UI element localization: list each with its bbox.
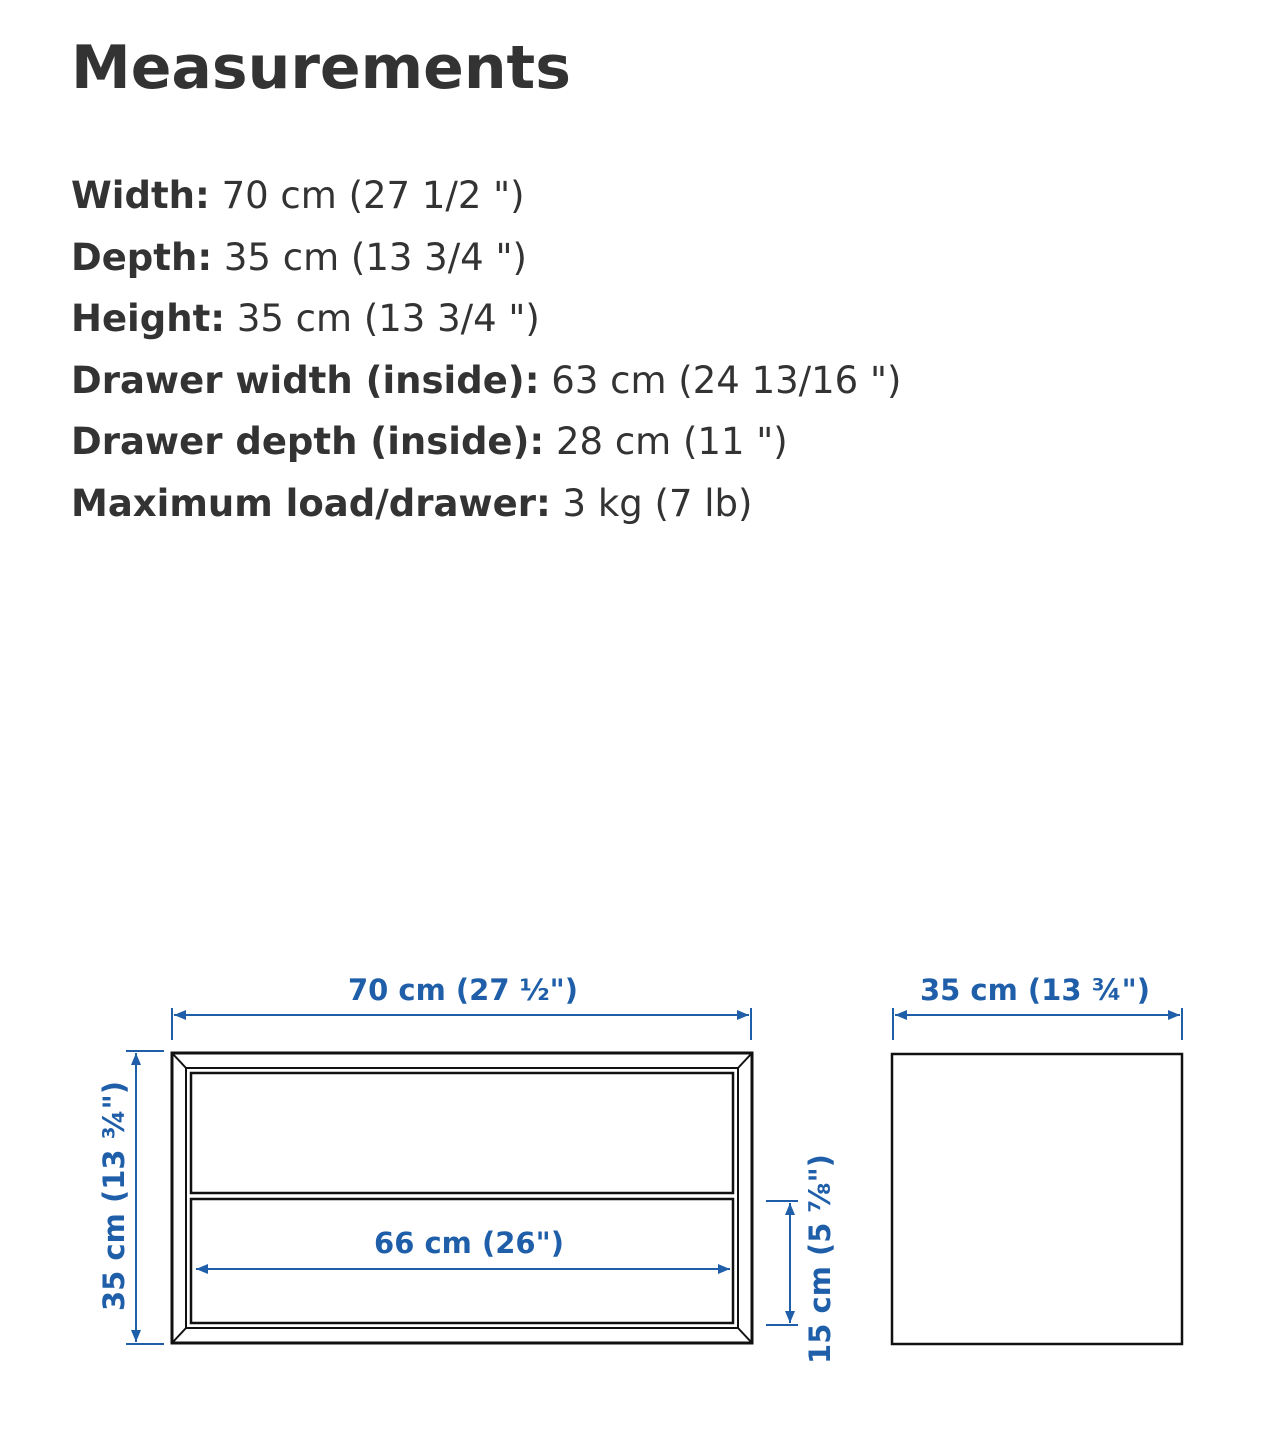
measurement-list <box>71 165 901 534</box>
front-height-dimension <box>97 1051 164 1344</box>
spec-label: Width: <box>71 174 210 217</box>
drawer-width-label: 66 cm (26") <box>374 1226 564 1260</box>
frame-bevel-line <box>172 1328 186 1343</box>
drawer-height-dimension <box>766 1154 837 1364</box>
page-title: Measurements <box>71 33 571 103</box>
spec-drawer-width <box>71 350 901 412</box>
drawer-top <box>191 1073 733 1193</box>
spec-value: 28 cm (11 ") <box>556 420 788 463</box>
arrow-down <box>785 1311 795 1323</box>
spec-label: Height: <box>71 297 226 340</box>
spec-label: Drawer width (inside): <box>71 358 540 402</box>
front-view <box>172 1053 752 1343</box>
spec-drawer-depth <box>71 411 901 473</box>
arrow-left <box>174 1010 186 1020</box>
spec-depth <box>71 227 901 289</box>
arrow-left <box>895 1010 907 1020</box>
spec-label: Drawer depth (inside): <box>71 420 545 463</box>
arrow-right <box>737 1010 749 1020</box>
arrow-left <box>196 1264 208 1274</box>
drawer-bottom <box>191 1199 733 1323</box>
spec-value: 70 cm (27 1/2 ") <box>221 174 525 217</box>
spec-max-load <box>71 473 901 535</box>
arrow-down <box>131 1330 141 1342</box>
frame-bevel-line <box>738 1328 752 1343</box>
side-depth-label: 35 cm (13 ¾") <box>919 973 1151 1007</box>
dimension-diagram <box>0 940 1287 1400</box>
spec-value: 63 cm (24 13/16 ") <box>551 358 902 402</box>
side-view <box>892 1054 1182 1344</box>
front-width-label: 70 cm (27 ½") <box>347 973 579 1007</box>
spec-value: 35 cm (13 3/4 ") <box>223 235 527 279</box>
spec-value: 35 cm (13 3/4 ") <box>236 297 540 340</box>
drawer-height-label: 15 cm (5 ⅞") <box>803 1154 837 1364</box>
arrow-right <box>1168 1010 1180 1020</box>
side-outline <box>892 1054 1182 1344</box>
arrow-right <box>718 1264 730 1274</box>
spec-label: Maximum load/drawer: <box>71 481 551 525</box>
frame-bevel-line <box>172 1053 186 1068</box>
spec-width <box>71 165 901 227</box>
spec-label: Depth: <box>71 235 213 279</box>
spec-value: 3 kg (7 lb) <box>562 481 753 525</box>
side-depth-dimension <box>893 973 1182 1040</box>
front-width-dimension <box>172 973 751 1040</box>
spec-height <box>71 288 901 350</box>
arrow-up <box>785 1203 795 1215</box>
frame-bevel-line <box>738 1053 752 1068</box>
arrow-up <box>131 1053 141 1065</box>
front-height-label: 35 cm (13 ¾") <box>97 1080 131 1312</box>
drawer-width-dimension <box>196 1226 730 1274</box>
